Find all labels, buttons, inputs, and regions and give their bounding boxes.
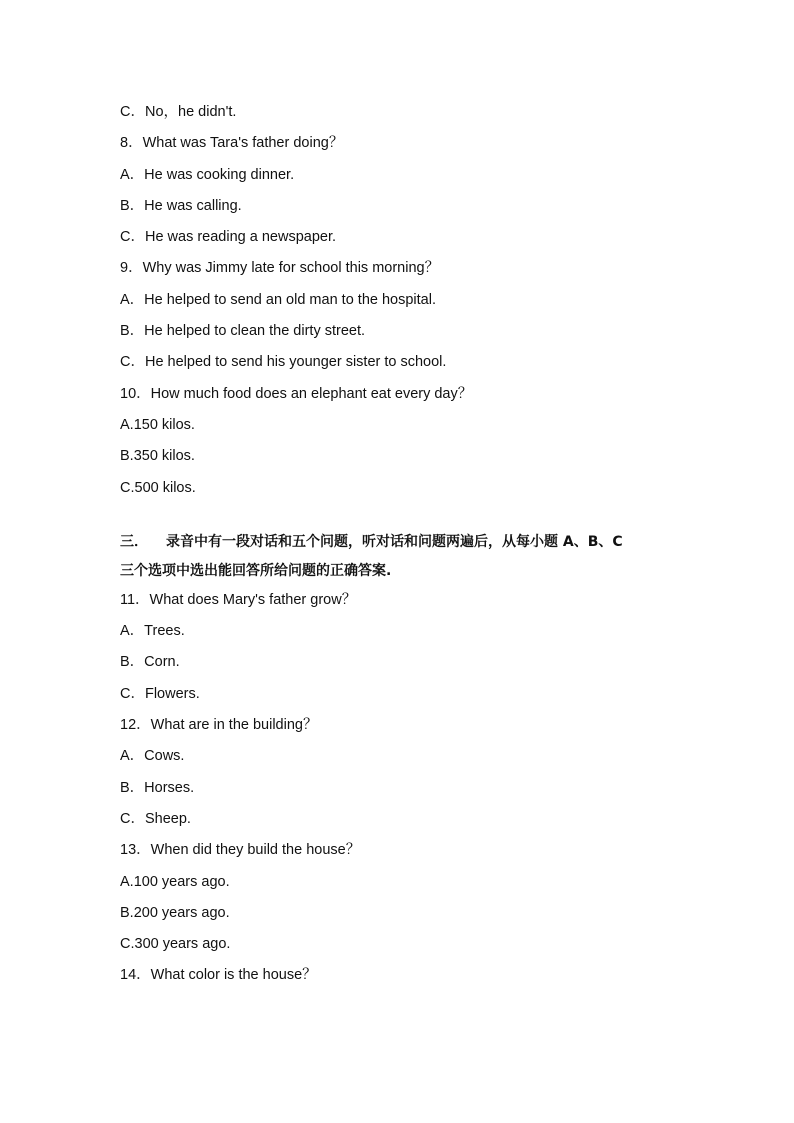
answer-option-8c: C．He was reading a newspaper. <box>120 229 337 246</box>
question-11: 11．What does Mary's father grow？ <box>120 591 357 608</box>
answer-option-13a: A.100 years ago. <box>120 873 230 890</box>
answer-option-10c: C.500 kilos. <box>120 479 196 496</box>
answer-option-8b: B．He was calling. <box>120 197 242 214</box>
answer-option-12b: B．Horses. <box>120 779 195 796</box>
answer-option-7c: C．No，he didn't. <box>120 104 237 120</box>
answer-option-13c: C.300 years ago. <box>120 936 231 953</box>
answer-option-12a: A．Cows. <box>120 748 185 765</box>
answer-option-9b: B．He helped to clean the dirty street. <box>120 323 366 340</box>
answer-option-11a: A．Trees. <box>120 623 185 640</box>
section-3-instructions-line-2: 三个选项中选出能回答所给问题的正确答案. <box>120 562 392 579</box>
question-9: 9．Why was Jimmy late for school this morning？ <box>120 260 440 277</box>
section-3-number: 三． <box>120 533 148 550</box>
section-3-instructions-text-1: 录音中有一段对话和五个问题，听对话和问题两遍后，从每小题 A、B、C <box>166 533 623 550</box>
answer-option-10a: A.150 kilos. <box>120 416 195 433</box>
question-12: 12．What are in the building？ <box>120 717 318 734</box>
answer-option-13b: B.200 years ago. <box>120 904 230 921</box>
answer-option-9a: A．He helped to send an old man to the hospital. <box>120 291 436 308</box>
question-13: 13．When did they build the house？ <box>120 842 361 859</box>
answer-option-11c: C．Flowers. <box>120 685 200 702</box>
answer-option-12c: C．Sheep. <box>120 810 191 827</box>
section-3-instructions-line-1 <box>120 531 680 560</box>
page-content <box>120 101 680 996</box>
answer-option-11b: B．Corn. <box>120 654 180 671</box>
question-10: 10．How much food does an elephant eat every day？ <box>120 385 473 402</box>
answer-option-9c: C．He helped to send his younger sister to school. <box>120 354 447 371</box>
answer-option-8a: A．He was cooking dinner. <box>120 166 295 183</box>
section-spacer <box>120 508 680 531</box>
answer-option-10b: B.350 kilos. <box>120 448 195 465</box>
question-8: 8．What was Tara's father doing？ <box>120 135 344 152</box>
question-14: 14．What color is the house？ <box>120 967 317 984</box>
